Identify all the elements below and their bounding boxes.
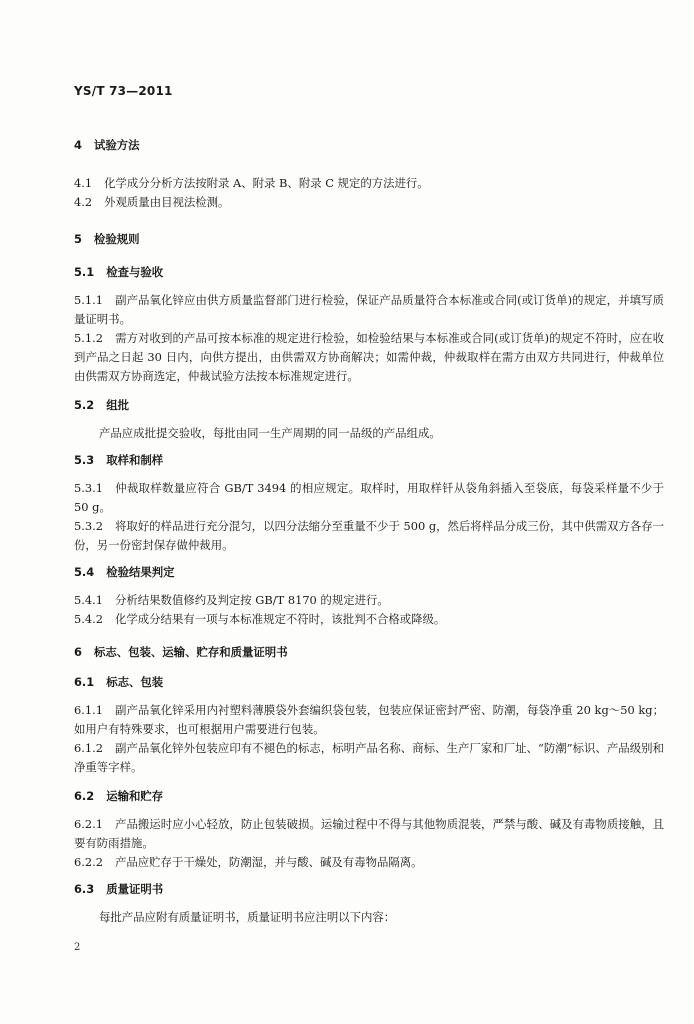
clause-number: 6.1.2 (74, 741, 103, 755)
clause-number: 6.2.2 (74, 855, 103, 869)
clause-number: 5.1.2 (74, 331, 103, 345)
subsection-title: 检查与验收 (106, 265, 164, 279)
subsection-6-3-heading (74, 880, 664, 898)
clause-6-2-1 (74, 815, 664, 853)
section-title: 试验方法 (93, 138, 140, 152)
clause-4-2 (74, 193, 664, 212)
clause-number: 4.2 (74, 195, 93, 209)
clause-5-4-2 (74, 610, 664, 629)
clause-text: 副产品氧化锌应由供方质量监督部门进行检验，保证产品质量符合本标准或合同(或订货单)的规定，并填写质量证明书。 (74, 293, 664, 326)
subsection-number: 5.3 (74, 453, 95, 467)
subsection-number: 5.4 (74, 565, 95, 579)
clause-text: 分析结果数值修约及判定按 GB/T 8170 的规定进行。 (114, 593, 389, 607)
subsection-number: 5.1 (74, 265, 95, 279)
clause-text: 副产品氧化锌采用内衬塑料薄膜袋外套编织袋包装，包装应保证密封严密、防潮，每袋净重 20 kg～50 kg；如用户有特殊要求，也可根据用户需要进行包装。 (74, 703, 664, 736)
clause-text: 副产品氧化锌外包装应印有不褪色的标志，标明产品名称、商标、生产厂家和厂址、“防潮”标识、产品级别和净重等字样。 (74, 741, 664, 774)
section-6-heading (74, 643, 664, 661)
clause-5-2-body: 产品应成批提交验收，每批由同一生产周期的同一品级的产品组成。 (99, 426, 441, 440)
clause-6-2-2 (74, 853, 664, 872)
clause-number: 6.1.1 (74, 703, 103, 717)
clause-5-4-1 (74, 591, 664, 610)
subsection-title: 标志、包装 (106, 675, 164, 689)
clause-6-3-body: 每批产品应附有质量证明书，质量证明书应注明以下内容： (99, 910, 396, 924)
clause-text: 将取好的样品进行充分混匀，以四分法缩分至重量不少于 500 g，然后将样品分成三份，其中供需双方各存一份，另一份密封保存做仲裁用。 (74, 519, 664, 552)
clause-number: 5.3.1 (74, 481, 103, 495)
subsection-number: 5.2 (74, 398, 95, 412)
subsection-5-2-heading (74, 396, 664, 414)
clause-number: 5.4.2 (74, 612, 103, 626)
clause-5-1-2 (74, 329, 664, 386)
subsection-5-4-heading (74, 563, 664, 581)
clause-5-3-1 (74, 479, 664, 517)
standard-code: YS/T 73—2011 (74, 84, 173, 98)
clause-text: 产品应贮存于干燥处，防潮湿，并与酸、碱及有毒物品隔离。 (114, 855, 423, 869)
clause-number: 5.4.1 (74, 593, 103, 607)
subsection-number: 6.3 (74, 882, 95, 896)
clause-text: 外观质量由目视法检测。 (104, 195, 230, 209)
section-title: 检验规则 (93, 232, 140, 246)
clause-text: 需方对收到的产品可按本标准的规定进行检验，如检验结果与本标准或合同(或订货单)的规定不符时，应在收到产品之日起 30 日内，向供方提出，由供需双方协商解决；如需仲裁，仲裁取样在需方由双方共同进行，仲裁单位由供需双方协商选定，仲裁试验方法按本标准规定进行。 (74, 331, 664, 383)
clause-text: 化学成分结果有一项与本标准规定不符时，该批判不合格或降级。 (114, 612, 446, 626)
section-number: 5 (74, 232, 82, 246)
section-number: 6 (74, 645, 82, 659)
clause-6-1-1 (74, 701, 664, 739)
subsection-title: 检验结果判定 (106, 565, 175, 579)
section-number: 4 (74, 138, 82, 152)
clause-number: 6.2.1 (74, 817, 103, 831)
section-title: 标志、包装、运输、贮存和质量证明书 (93, 645, 288, 659)
clause-4-1 (74, 174, 664, 193)
subsection-title: 质量证明书 (106, 882, 164, 896)
section-4-heading (74, 136, 664, 154)
subsection-number: 6.1 (74, 675, 95, 689)
clause-number: 5.1.1 (74, 293, 103, 307)
subsection-title: 运输和贮存 (106, 789, 164, 803)
subsection-number: 6.2 (74, 789, 95, 803)
clause-text: 仲裁取样数量应符合 GB/T 3494 的相应规定。取样时，用取样钎从袋角斜插入至袋底，每袋采样量不少于 50 g。 (74, 481, 664, 514)
subsection-6-2-heading (74, 787, 664, 805)
section-5-heading (74, 230, 664, 248)
page-number: 2 (74, 942, 81, 953)
document-body (74, 136, 664, 927)
clause-text: 产品搬运时应小心轻放，防止包装破损。运输过程中不得与其他物质混装，严禁与酸、碱及有毒物质接触，且要有防雨措施。 (74, 817, 664, 850)
clause-5-3-2 (74, 517, 664, 555)
clause-number: 4.1 (74, 176, 93, 190)
subsection-6-1-heading (74, 673, 664, 691)
clause-text: 化学成分分析方法按附录 A、附录 B、附录 C 规定的方法进行。 (104, 176, 429, 190)
subsection-title: 取样和制样 (106, 453, 164, 467)
clause-number: 5.3.2 (74, 519, 103, 533)
clause-6-1-2 (74, 739, 664, 777)
clause-5-1-1 (74, 291, 664, 329)
subsection-title: 组批 (106, 398, 129, 412)
subsection-5-1-heading (74, 263, 664, 281)
subsection-5-3-heading (74, 451, 664, 469)
